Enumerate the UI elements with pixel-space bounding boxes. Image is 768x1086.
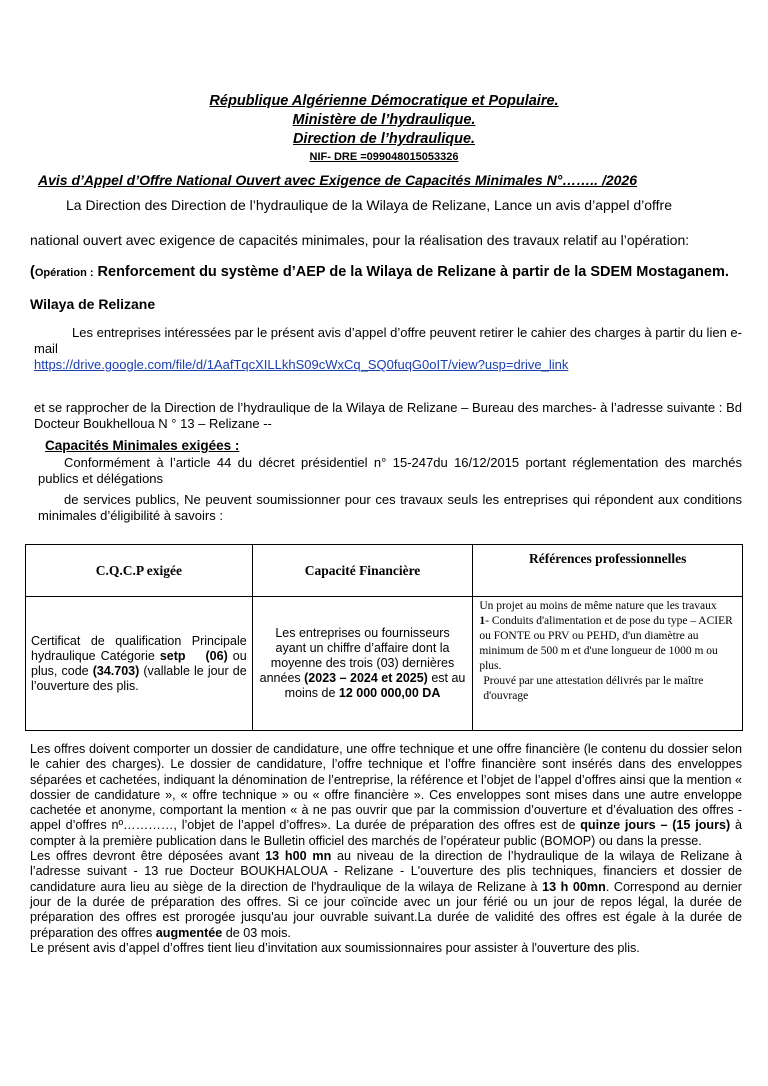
conformement-line-1: Conformément à l’article 44 du décret présidentiel n° 15-247du 16/12/2015 portant réglementation des marchés publics et délégations xyxy=(38,455,742,486)
operation-line xyxy=(30,264,729,280)
cell-financiere: Les entreprises ou fournisseurs ayant un chiffre d’affaire dont la moyenne des trois (03) dernières années (2023 – 2024 et 2025) est au moins de 12 000 000,00 DA xyxy=(252,597,473,731)
retrait-paragraph xyxy=(34,325,742,373)
table-header-row xyxy=(26,545,743,597)
retrait-text: Les entreprises intéressées par le présent avis d’appel d’offre peuvent retirer le cahier des charges à partir du lien e-mail xyxy=(34,325,742,356)
header-republique: République Algérienne Démocratique et Populaire. xyxy=(209,93,559,109)
header-ministere: Ministère de l’hydraulique. xyxy=(292,112,476,128)
avis-title: Avis d’Appel d’Offre National Ouvert avec Exigence de Capacités Minimales N°…….. /2026 xyxy=(38,172,637,188)
intro-line-1: La Direction des Direction de l’hydraulique de la Wilaya de Relizane, Lance un avis d’appel d’offre xyxy=(66,197,672,213)
capacites-table xyxy=(25,544,743,731)
operation-label: Opération : xyxy=(34,267,94,279)
conformement-line-2: de services publics, Ne peuvent soumissionner pour ces travaux seuls les entreprises qui répondent aux conditions minimales d’éligibilité à savoirs : xyxy=(38,492,742,523)
header-references: Références professionnelles xyxy=(473,545,743,597)
references-line-2: 1- Conduits d'alimentation et de pose du type – ACIER ou FONTE ou PRV ou PEHD, d'un diamètre au minimum de 500 m et d'une longueur de 1000 m ou plus. xyxy=(479,615,733,672)
capacites-title: Capacités Minimales exigées : xyxy=(45,438,240,453)
offres-paragraph: Les offres doivent comporter un dossier de candidature, une offre technique et une offre financière (le contenu du dossier selon le cahier des charges). Le dossier de candidature, l’offre technique et l’offre financière sont insérés dans des enveloppes séparées et cachetées, indiquant la dénomination de l’entreprise, la référence et l’objet de l’appel d’offres ainsi que la mention « dossier de candidature », « offre technique » ou « offre financière ». Ces enveloppes sont mises dans une autre enveloppe cachetée et anonyme, comportant la mention « à ne pas ouvrir que par la commission d’ouverture et d’évaluation des offres - appel d’offres nº…………, l’objet de l’appel d’offres». La durée de préparation des offres est de quinze jours – (15 jours) à compter à la première publication dans le Bulletin officiel des marchés de l’opérateur public (BOMOP) ou dans la presse. xyxy=(30,742,742,848)
depot-paragraph: Les offres devront être déposées avant 13 h00 mn au niveau de la direction de l’hydraulique de la wilaya de Relizane à l’adresse suivant - 13 rue Docteur BOUKHALOUA - Relizane - L'ouverture des plis techniques, financiers et dossier de candidature aura lieu au siège de la direction de l'hydraulique de la wilaya de Relizane à 13 h 00mn. Correspond au dernier jour de la durée de préparation des offres. Si ce jour coïncide avec un jour férié ou un jour de repos légal, la durée de préparation des offres est prorogée jusqu'au jour ouvrable suivant.La durée de validité des offres est égale à la durée de préparation des offres augmentée de 03 mois. xyxy=(30,849,742,940)
intro-line-2: national ouvert avec exigence de capacités minimales, pour la réalisation des travaux relatif au l’opération: xyxy=(30,232,690,248)
invitation-paragraph: Le présent avis d’appel d’offres tient lieu d’invitation aux soumissionnaires pour assister à l'ouverture des plis. xyxy=(30,940,640,955)
operation-paren: ( xyxy=(30,264,35,280)
rapprocher-paragraph: et se rapprocher de la Direction de l’hydraulique de la Wilaya de Relizane – Bureau des marches- à l’adresse suivante : Bd Docteur Boukhelloua N ° 13 – Relizane -- xyxy=(34,400,742,431)
cahier-charges-link[interactable]: https://drive.google.com/file/d/1AafTqcXILLkhS09cWxCq_SQ0fuqG0oIT/view?usp=drive_link xyxy=(34,357,569,372)
references-line-1: Un projet au moins de même nature que les travaux xyxy=(479,600,717,612)
table-row xyxy=(26,597,743,731)
header-financiere: Capacité Financière xyxy=(252,545,473,597)
cell-cqcp: Certificat de qualification Principale hydraulique Catégorie setp (06) ou plus, code (34.703) (vallable le jour de l’ouverture des plis. xyxy=(26,597,253,731)
wilaya-label: Wilaya de Relizane xyxy=(30,296,156,312)
header-direction: Direction de l’hydraulique. xyxy=(292,131,476,147)
cell-references xyxy=(473,597,743,731)
operation-text: Renforcement du système d’AEP de la Wilaya de Relizane à partir de la SDEM Mostaganem. xyxy=(93,264,729,280)
header-cqcp: C.Q.C.P exigée xyxy=(26,545,253,597)
header-nif: NIF- DRE =099048015053326 xyxy=(309,151,459,163)
references-line-3: Prouvé par une attestation délivrés par le maître d'ouvrage xyxy=(483,675,704,702)
conditions-body xyxy=(30,742,742,956)
